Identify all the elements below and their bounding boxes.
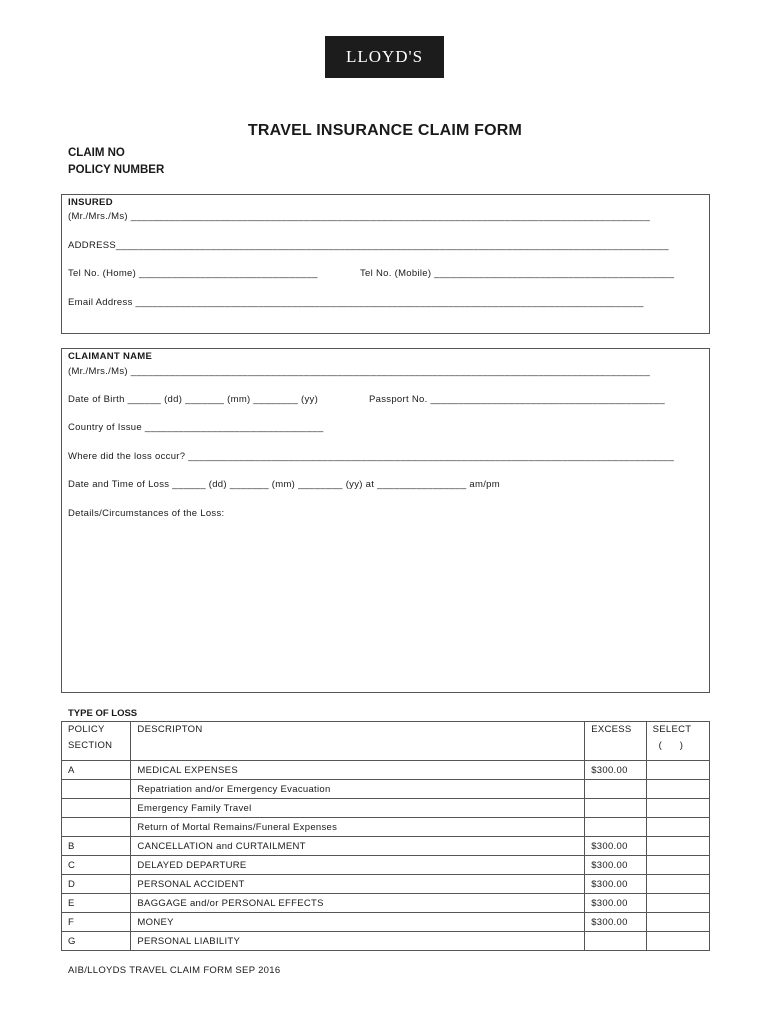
section-cell: A — [62, 761, 131, 780]
select-checkbox[interactable] — [646, 856, 709, 875]
excess-cell: $300.00 — [585, 837, 646, 856]
insured-tel-mobile-field[interactable]: Tel No. (Mobile) ___________________________________________ — [360, 268, 675, 279]
form-title: TRAVEL INSURANCE CLAIM FORM — [247, 122, 523, 139]
insured-email-field[interactable]: Email Address ___________________________________________________________________________________________ — [68, 297, 644, 308]
insured-tel-home-field[interactable]: Tel No. (Home) ________________________________ — [68, 268, 318, 279]
section-cell — [62, 818, 131, 837]
claim-no-label: CLAIM NO — [68, 147, 125, 159]
description-cell: Emergency Family Travel — [131, 799, 585, 818]
table-row — [62, 932, 710, 951]
table-row — [62, 875, 710, 894]
table-row — [62, 856, 710, 875]
type-of-loss-heading: TYPE OF LOSS — [68, 708, 138, 719]
select-checkbox[interactable] — [646, 932, 709, 951]
section-cell: G — [62, 932, 131, 951]
insured-name-field[interactable]: (Mr./Mrs./Ms) _____________________________________________________________________________________________ — [68, 211, 651, 222]
excess-cell — [585, 780, 646, 799]
loss-details-label: Details/Circumstances of the Loss: — [68, 508, 225, 519]
section-cell: C — [62, 856, 131, 875]
excess-cell — [585, 932, 646, 951]
excess-cell: $300.00 — [585, 875, 646, 894]
description-cell: PERSONAL LIABILITY — [131, 932, 585, 951]
table-header-row — [62, 722, 710, 761]
excess-cell: $300.00 — [585, 856, 646, 875]
lloyds-logo: LLOYD'S — [325, 36, 444, 78]
description-cell: DELAYED DEPARTURE — [131, 856, 585, 875]
description-cell: BAGGAGE and/or PERSONAL EFFECTS — [131, 894, 585, 913]
description-cell: PERSONAL ACCIDENT — [131, 875, 585, 894]
description-cell: Repatriation and/or Emergency Evacuation — [131, 780, 585, 799]
loss-location-field[interactable]: Where did the loss occur? _______________________________________________________________________________________ — [68, 451, 675, 462]
description-header: DESCRIPTON — [131, 722, 585, 761]
claimant-passport-field[interactable]: Passport No. __________________________________________ — [369, 394, 665, 405]
description-cell: MEDICAL EXPENSES — [131, 761, 585, 780]
insured-section — [61, 194, 710, 334]
description-cell: MONEY — [131, 913, 585, 932]
section-cell: F — [62, 913, 131, 932]
policy-number-label: POLICY NUMBER — [68, 164, 165, 176]
insured-heading: INSURED — [68, 197, 113, 208]
form-footer: AIB/LLOYDS TRAVEL CLAIM FORM SEP 2016 — [68, 965, 281, 976]
section-cell: B — [62, 837, 131, 856]
section-cell: D — [62, 875, 131, 894]
type-of-loss-table — [61, 721, 710, 951]
insured-address-field[interactable]: ADDRESS___________________________________________________________________________________________________ — [68, 240, 669, 251]
table-row — [62, 799, 710, 818]
select-checkbox[interactable] — [646, 913, 709, 932]
claimant-name-field[interactable]: (Mr./Mrs./Ms) _____________________________________________________________________________________________ — [68, 366, 651, 377]
claimant-country-field[interactable]: Country of Issue ________________________________ — [68, 422, 324, 433]
claimant-dob-field[interactable]: Date of Birth ______ (dd) _______ (mm) ________ (yy) — [68, 394, 319, 405]
select-checkbox[interactable] — [646, 799, 709, 818]
table-row — [62, 894, 710, 913]
select-checkbox[interactable] — [646, 894, 709, 913]
excess-header: EXCESS — [585, 722, 646, 761]
loss-datetime-field[interactable]: Date and Time of Loss ______ (dd) _______ (mm) ________ (yy) at ________________ am/pm — [68, 479, 500, 490]
select-checkbox[interactable] — [646, 818, 709, 837]
table-row — [62, 818, 710, 837]
claimant-heading: CLAIMANT NAME — [68, 351, 153, 362]
excess-cell: $300.00 — [585, 913, 646, 932]
claimant-section — [61, 348, 710, 693]
select-checkbox[interactable] — [646, 837, 709, 856]
excess-cell: $300.00 — [585, 894, 646, 913]
table-row — [62, 913, 710, 932]
select-checkbox[interactable] — [646, 780, 709, 799]
policy-section-header: POLICY SECTION — [62, 722, 131, 761]
select-header: SELECT ( ) — [646, 722, 709, 761]
select-checkbox[interactable] — [646, 761, 709, 780]
select-checkbox[interactable] — [646, 875, 709, 894]
description-cell: Return of Mortal Remains/Funeral Expenses — [131, 818, 585, 837]
table-row — [62, 837, 710, 856]
excess-cell — [585, 818, 646, 837]
excess-cell — [585, 799, 646, 818]
section-cell: E — [62, 894, 131, 913]
section-cell — [62, 799, 131, 818]
excess-cell: $300.00 — [585, 761, 646, 780]
table-row — [62, 761, 710, 780]
description-cell: CANCELLATION and CURTAILMENT — [131, 837, 585, 856]
section-cell — [62, 780, 131, 799]
table-row — [62, 780, 710, 799]
